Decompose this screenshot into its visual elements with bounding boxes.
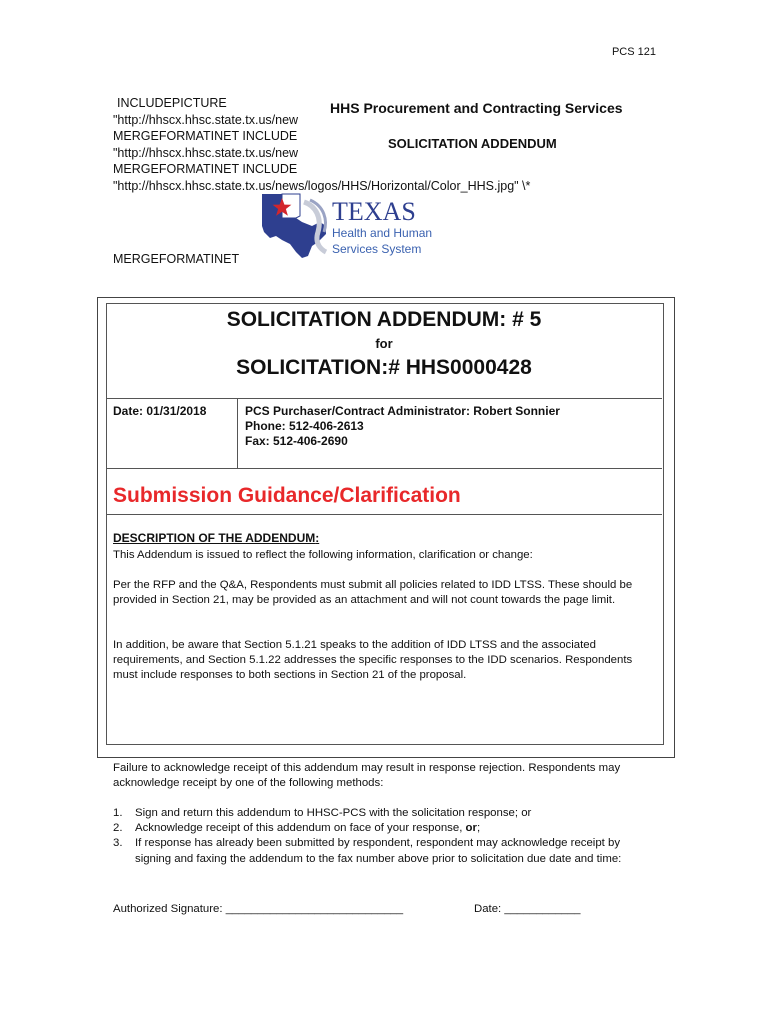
field-code-line: "http://hhscx.hhsc.state.tx.us/new <box>113 145 299 160</box>
field-code-line: MERGEFORMATINET INCLUDE <box>113 162 298 176</box>
hhs-logo <box>260 192 440 260</box>
logo-line: Health and Human <box>332 226 433 240</box>
list-item <box>113 836 658 866</box>
description-paragraph: In addition, be aware that Section 5.1.21 speaks to the addition of IDD LTSS and the associated requirements, and Section 5.1.22 addresses the specific responses to the IDD scenarios. Respondents must include responses to both sections in Section 21 of the proposal. <box>113 639 633 682</box>
list-text-bold: or <box>465 822 477 835</box>
field-code-line: "http://hhscx.hhsc.state.tx.us/new <box>113 112 299 127</box>
field-code-line: INCLUDEPICTURE <box>117 96 227 110</box>
description-heading-text: DESCRIPTION OF THE ADDENDUM <box>113 531 316 545</box>
list-text: Sign and return this addendum to HHSC-PCS with the solicitation response; or <box>135 807 532 819</box>
department-title: HHS Procurement and Contracting Services <box>330 100 623 116</box>
section-heading: Submission Guidance/Clarification <box>113 484 461 507</box>
contact-info <box>245 404 560 449</box>
divider <box>106 398 662 399</box>
description-paragraph: Per the RFP and the Q&A, Respondents must submit all policies related to IDD LTSS. These should be provided in Section 21, may be provided as an attachment and will not count towards the page limit. <box>113 579 633 607</box>
form-id: PCS 121 <box>611 46 656 58</box>
list-number: 2. <box>113 822 123 835</box>
for-label: for <box>375 336 393 351</box>
description-heading <box>113 531 319 545</box>
signature-line[interactable]: Authorized Signature: ____________________________ <box>113 903 404 915</box>
list-text-tail: ; <box>476 822 481 835</box>
logo-line: Services System <box>332 242 422 256</box>
contact-phone: Phone: 512-406-2613 <box>245 419 364 433</box>
list-number: 3. <box>113 837 123 850</box>
list-item <box>113 806 658 821</box>
contact-name: PCS Purchaser/Contract Administrator: Robert Sonnier <box>245 404 560 418</box>
list-text-wrap <box>135 821 480 836</box>
acknowledgement-warning: Failure to acknowledge receipt of this addendum may result in response rejection. Respondents may acknowledge receipt by one of the following methods: <box>113 762 621 790</box>
contact-fax: Fax: 512-406-2690 <box>245 434 348 448</box>
list-number: 1. <box>113 807 123 819</box>
addendum-date: Date: 01/31/2018 <box>113 404 207 418</box>
logo-word: TEXAS <box>332 197 416 226</box>
list-text: Acknowledge receipt of this addendum on face of your response, <box>135 822 466 835</box>
solicitation-number-title: SOLICITATION:# HHS0000428 <box>236 356 532 379</box>
list-item <box>113 821 658 836</box>
field-code-line: MERGEFORMATINET <box>113 252 240 266</box>
divider <box>106 514 662 515</box>
addendum-number-title: SOLICITATION ADDENDUM: # 5 <box>226 308 542 331</box>
field-code-line: "http://hhscx.hhsc.state.tx.us/news/logos/HHS/Horizontal/Color_HHS.jpg" \* <box>113 178 531 193</box>
list-text: If response has already been submitted by respondent, respondent may acknowledge receipt by signing and faxing the addendum to the fax number above prior to solicitation due date and time: <box>135 837 622 865</box>
document-type: SOLICITATION ADDENDUM <box>388 136 557 151</box>
divider <box>106 468 662 469</box>
divider <box>237 398 238 468</box>
description-intro: This Addendum is issued to reflect the following information, clarification or change: <box>113 549 533 561</box>
date-line[interactable]: Date: ____________ <box>474 903 581 915</box>
description-heading-colon: : <box>315 531 320 545</box>
acknowledgement-methods <box>113 806 658 867</box>
field-code-line: MERGEFORMATINET INCLUDE <box>113 129 298 143</box>
